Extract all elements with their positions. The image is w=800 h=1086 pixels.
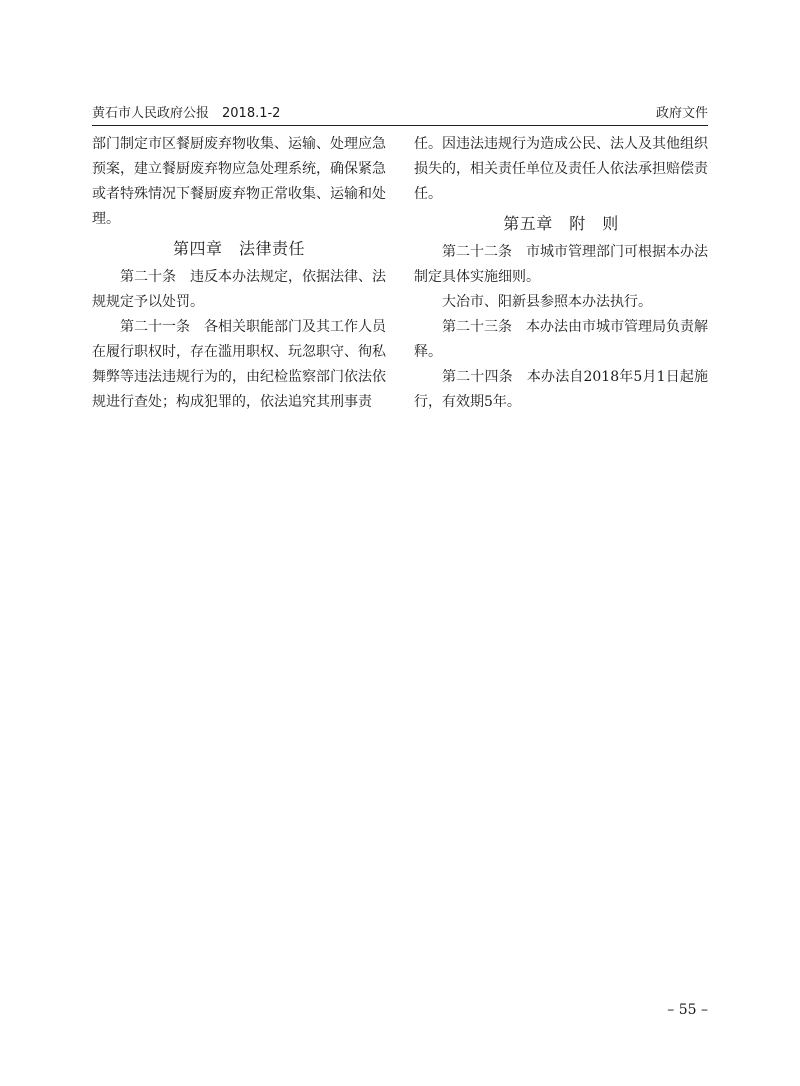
section-label: 政府文件 <box>655 106 708 121</box>
article-20: 第二十条 违反本办法规定，依据法律、法规规定予以处罚。 <box>92 269 386 310</box>
publication-title: 黄石市人民政府公报 2018.1-2 <box>92 106 281 121</box>
page-number: – 55 – <box>667 1002 708 1018</box>
right-column <box>414 132 708 415</box>
article-21: 第二十一条 各相关职能部门及其工作人员在履行职权时，存在滥用职权、玩忽职守、徇私舞弊等违法违规行为的，由纪检监察部门依法依规进行查处；构成犯罪的，依法追究其刑事责 <box>92 319 386 410</box>
article-24: 第二十四条 本办法自2018年5月1日起施行，有效期5年。 <box>414 369 708 410</box>
article-23: 第二十三条 本办法由市城市管理局负责解释。 <box>414 319 708 360</box>
chapter-5-heading: 第五章 附 则 <box>503 214 619 233</box>
article-22: 第二十二条 市城市管理部门可根据本办法制定具体实施细则。 <box>414 244 708 285</box>
page-header <box>92 103 708 125</box>
article-22-note: 大冶市、阳新县参照本办法执行。 <box>442 294 652 310</box>
header-divider <box>92 125 708 126</box>
continued-paragraph: 部门制定市区餐厨废弃物收集、运输、处理应急预案，建立餐厨废弃物应急处理系统，确保紧急或者特殊情况下餐厨废弃物正常收集、运输和处理。 <box>92 136 386 227</box>
continued-paragraph-right: 任。因违法违规行为造成公民、法人及其他组织损失的，相关责任单位及责任人依法承担赔偿责任。 <box>414 136 708 202</box>
left-column <box>92 132 386 415</box>
chapter-4-heading: 第四章 法律责任 <box>172 239 305 258</box>
